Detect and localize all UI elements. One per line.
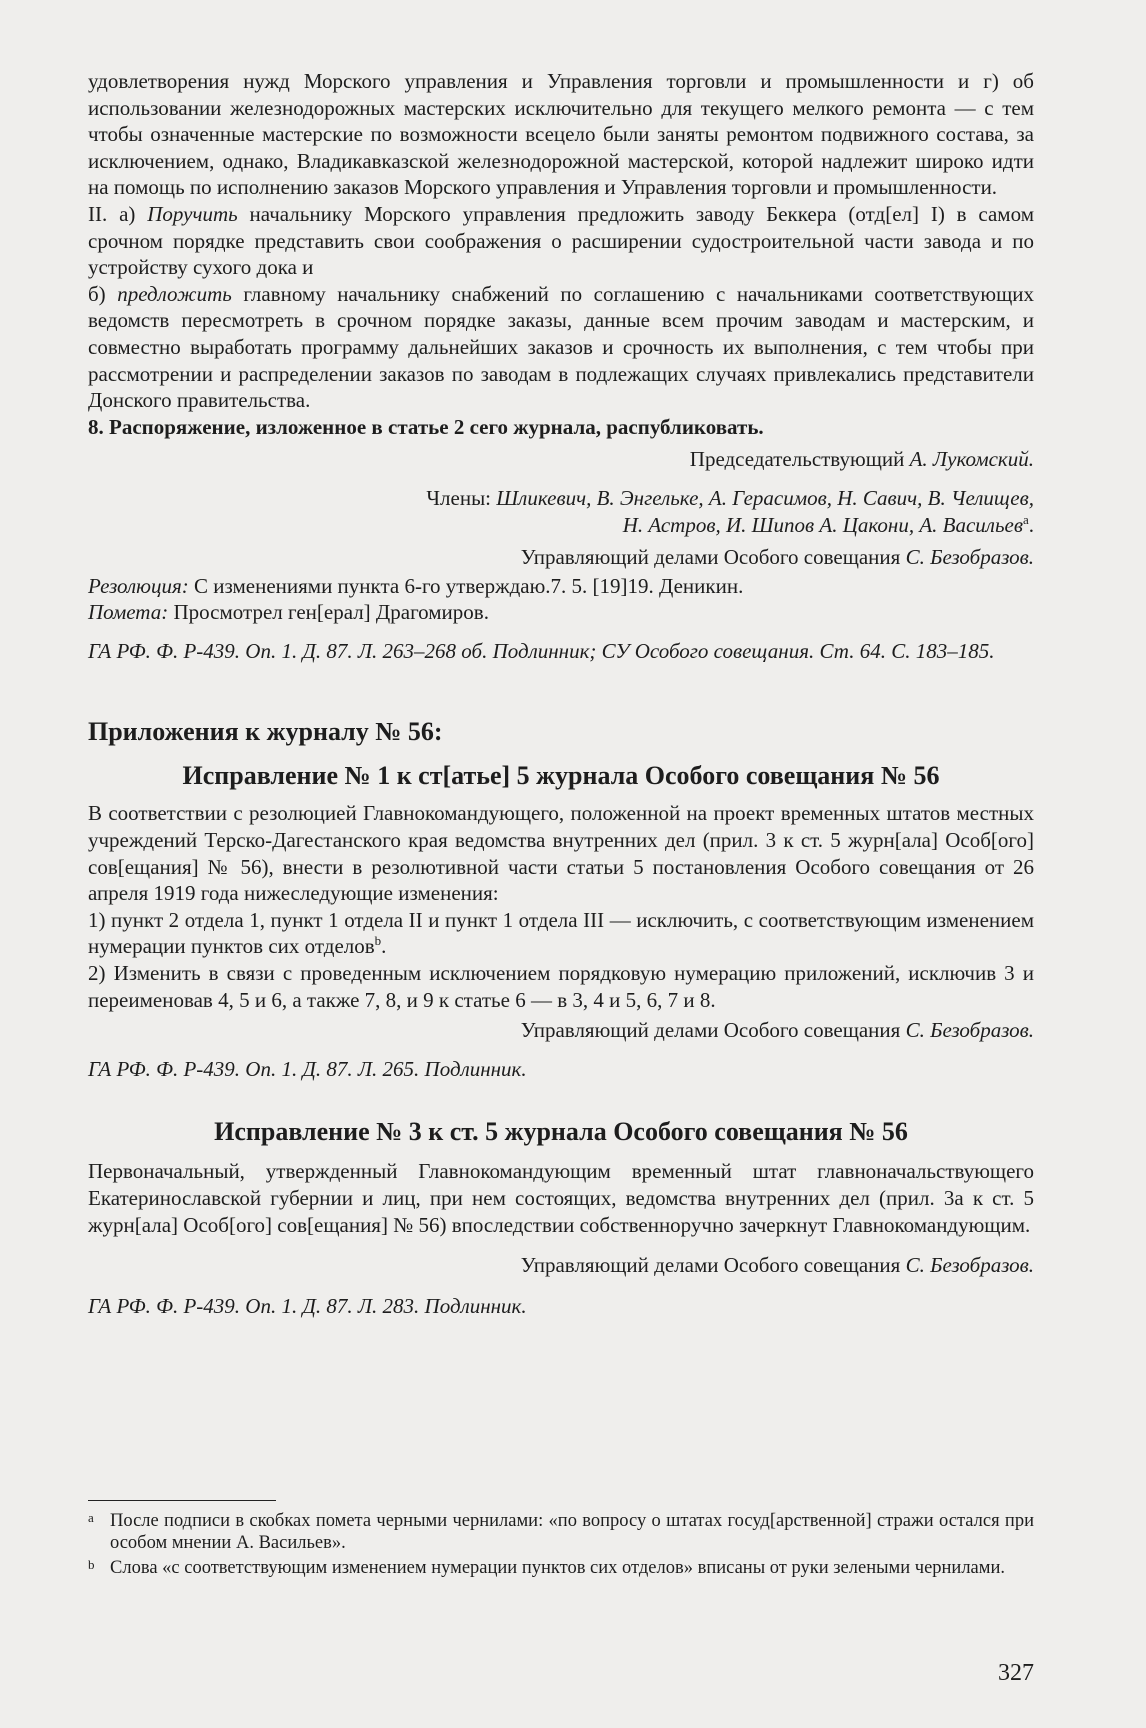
footnote-divider (88, 1500, 276, 1501)
manager-signature-1: Управляющий делами Особого совещания С. Безобразов. (520, 545, 1034, 570)
correction-1-paragraph-1: В соответствии с резолюцией Главнокомандующего, положенной на проект временных штатов местных учреждений Терско-Дагестанского края ведомства внутренних дел (прил. 3 к ст. 5 журн[ала] Особ[ого] сов[ещания] № 56), внести в резолютивной части статьи 5 постановления Особого совещания от 26 апреля 1919 года нижеследующие изменения: (88, 801, 1034, 906)
footnotes (88, 1510, 1034, 1582)
appendix-heading: Приложения к журналу № 56: (88, 717, 443, 747)
item-8: 8. Распоряжение, изложенное в статье 2 сего журнала, распубликовать. (88, 414, 764, 439)
paragraph-1: удовлетворения нужд Морского управления и Управления торговли и промышленности и г) об использовании железнодорожных мастерских исключительно для текущего мелкого ремонта — с тем чтобы означенные мастерские по возможности всецело были заняты ремонтом подвижного состава, за исключением, однако, Владикавказской железнодорожной мастерской, которой надлежит широко идти на помощь по исполнению заказов Морского управления и Управления торговли и промышленности. (88, 69, 1034, 200)
paragraph-3: б) предложить главному начальнику снабжений по соглашению с начальниками соответствующих ведомств пересмотреть в срочном порядке заказы, данные всем прочим заводам и мастерским, и совместно выработать программу дальнейших заказов и срочность их выполнения, с тем чтобы при рассмотрении и распределении заказов по заводам в подлежащих случаях привлекались представители Донского правительства. (88, 281, 1034, 413)
correction-3-heading: Исправление № 3 к ст. 5 журнала Особого совещания № 56 (214, 1117, 908, 1147)
correction-3-paragraph: Первоначальный, утвержденный Главнокомандующим временный штат главноначальствующего Екатеринославской губернии и лиц, при нем состоящих, ведомства внутренних дел (прил. 3а к ст. 5 журн[ала] Особ[ого] сов[ещания] № 56) впоследствии собственноручно зачеркнут Главнокомандующим. (88, 1159, 1034, 1237)
correction-1-paragraph-2: 1) пункт 2 отдела 1, пункт 1 отдела II и пункт 1 отдела III — исключить, с соответствующим изменением нумерации пунктов сих отделов$^b$. (88, 907, 1034, 959)
resolution: Резолюция: С изменениями пункта 6-го утверждаю.7. 5. [19]19. Деникин. (88, 573, 744, 598)
italic-instruction-2: предложить (117, 281, 232, 306)
paragraph-2: II. а) Поручить начальнику Морского управления предложить заводу Беккера (отд[ел] I) в самом срочном порядке представить свои соображения о расширении судостроительной части завода и по устройству сухого дока и (88, 201, 1034, 280)
members-line-1: Члены: Шликевич, В. Энгельке, А. Герасимов, Н. Савич, В. Челищев, (426, 485, 1034, 510)
italic-instruction: Поручить (147, 201, 238, 226)
footnote-b: b Слова «с соответствующим изменением нумерации пунктов сих отделов» вписаны от руки зелеными чернилами. (88, 1557, 1006, 1578)
manager-signature-2: Управляющий делами Особого совещания С. Безобразов. (520, 1018, 1034, 1043)
source-reference-1: ГА РФ. Ф. Р-439. Оп. 1. Д. 87. Л. 263–268 об. Подлинник; СУ Особого совещания. Ст. 64. С. 183–185. (88, 638, 995, 663)
source-reference-2: ГА РФ. Ф. Р-439. Оп. 1. Д. 87. Л. 265. Подлинник. (88, 1056, 527, 1081)
mark-note: Помета: Просмотрел ген[ерал] Драгомиров. (88, 600, 489, 625)
correction-1-paragraph-3: 2) Изменить в связи с проведенным исключением порядковую нумерацию приложений, исключив 3 и переименовав 4, 5 и 6, а также 7, 8, и 9 к статье 6 — в 3, 4 и 5, 6, 7 и 8. (88, 961, 1034, 1012)
chairman-signature: Председательствующий А. Лукомский. (689, 447, 1034, 472)
page-number: 327 (998, 1660, 1034, 1686)
source-reference-3: ГА РФ. Ф. Р-439. Оп. 1. Д. 87. Л. 283. Подлинник. (88, 1293, 527, 1318)
manager-signature-3: Управляющий делами Особого совещания С. Безобразов. (520, 1253, 1034, 1278)
footnote-a: a После подписи в скобках помета черными чернилами: «по вопросу о штатах госуд[арственной] стражи остался при особом мнении А. Васильев». (88, 1510, 1034, 1553)
main-text-column (88, 68, 1034, 1319)
footnote-ref-a[interactable]: a (1022, 511, 1029, 527)
correction-1-heading: Исправление № 1 к ст[атье] 5 журнала Особого совещания № 56 (182, 761, 940, 791)
footnote-ref-b[interactable]: b (374, 933, 382, 949)
members-line-2: Н. Астров, И. Шипов А. Цакони, А. Васильев$^a$. (622, 511, 1034, 537)
